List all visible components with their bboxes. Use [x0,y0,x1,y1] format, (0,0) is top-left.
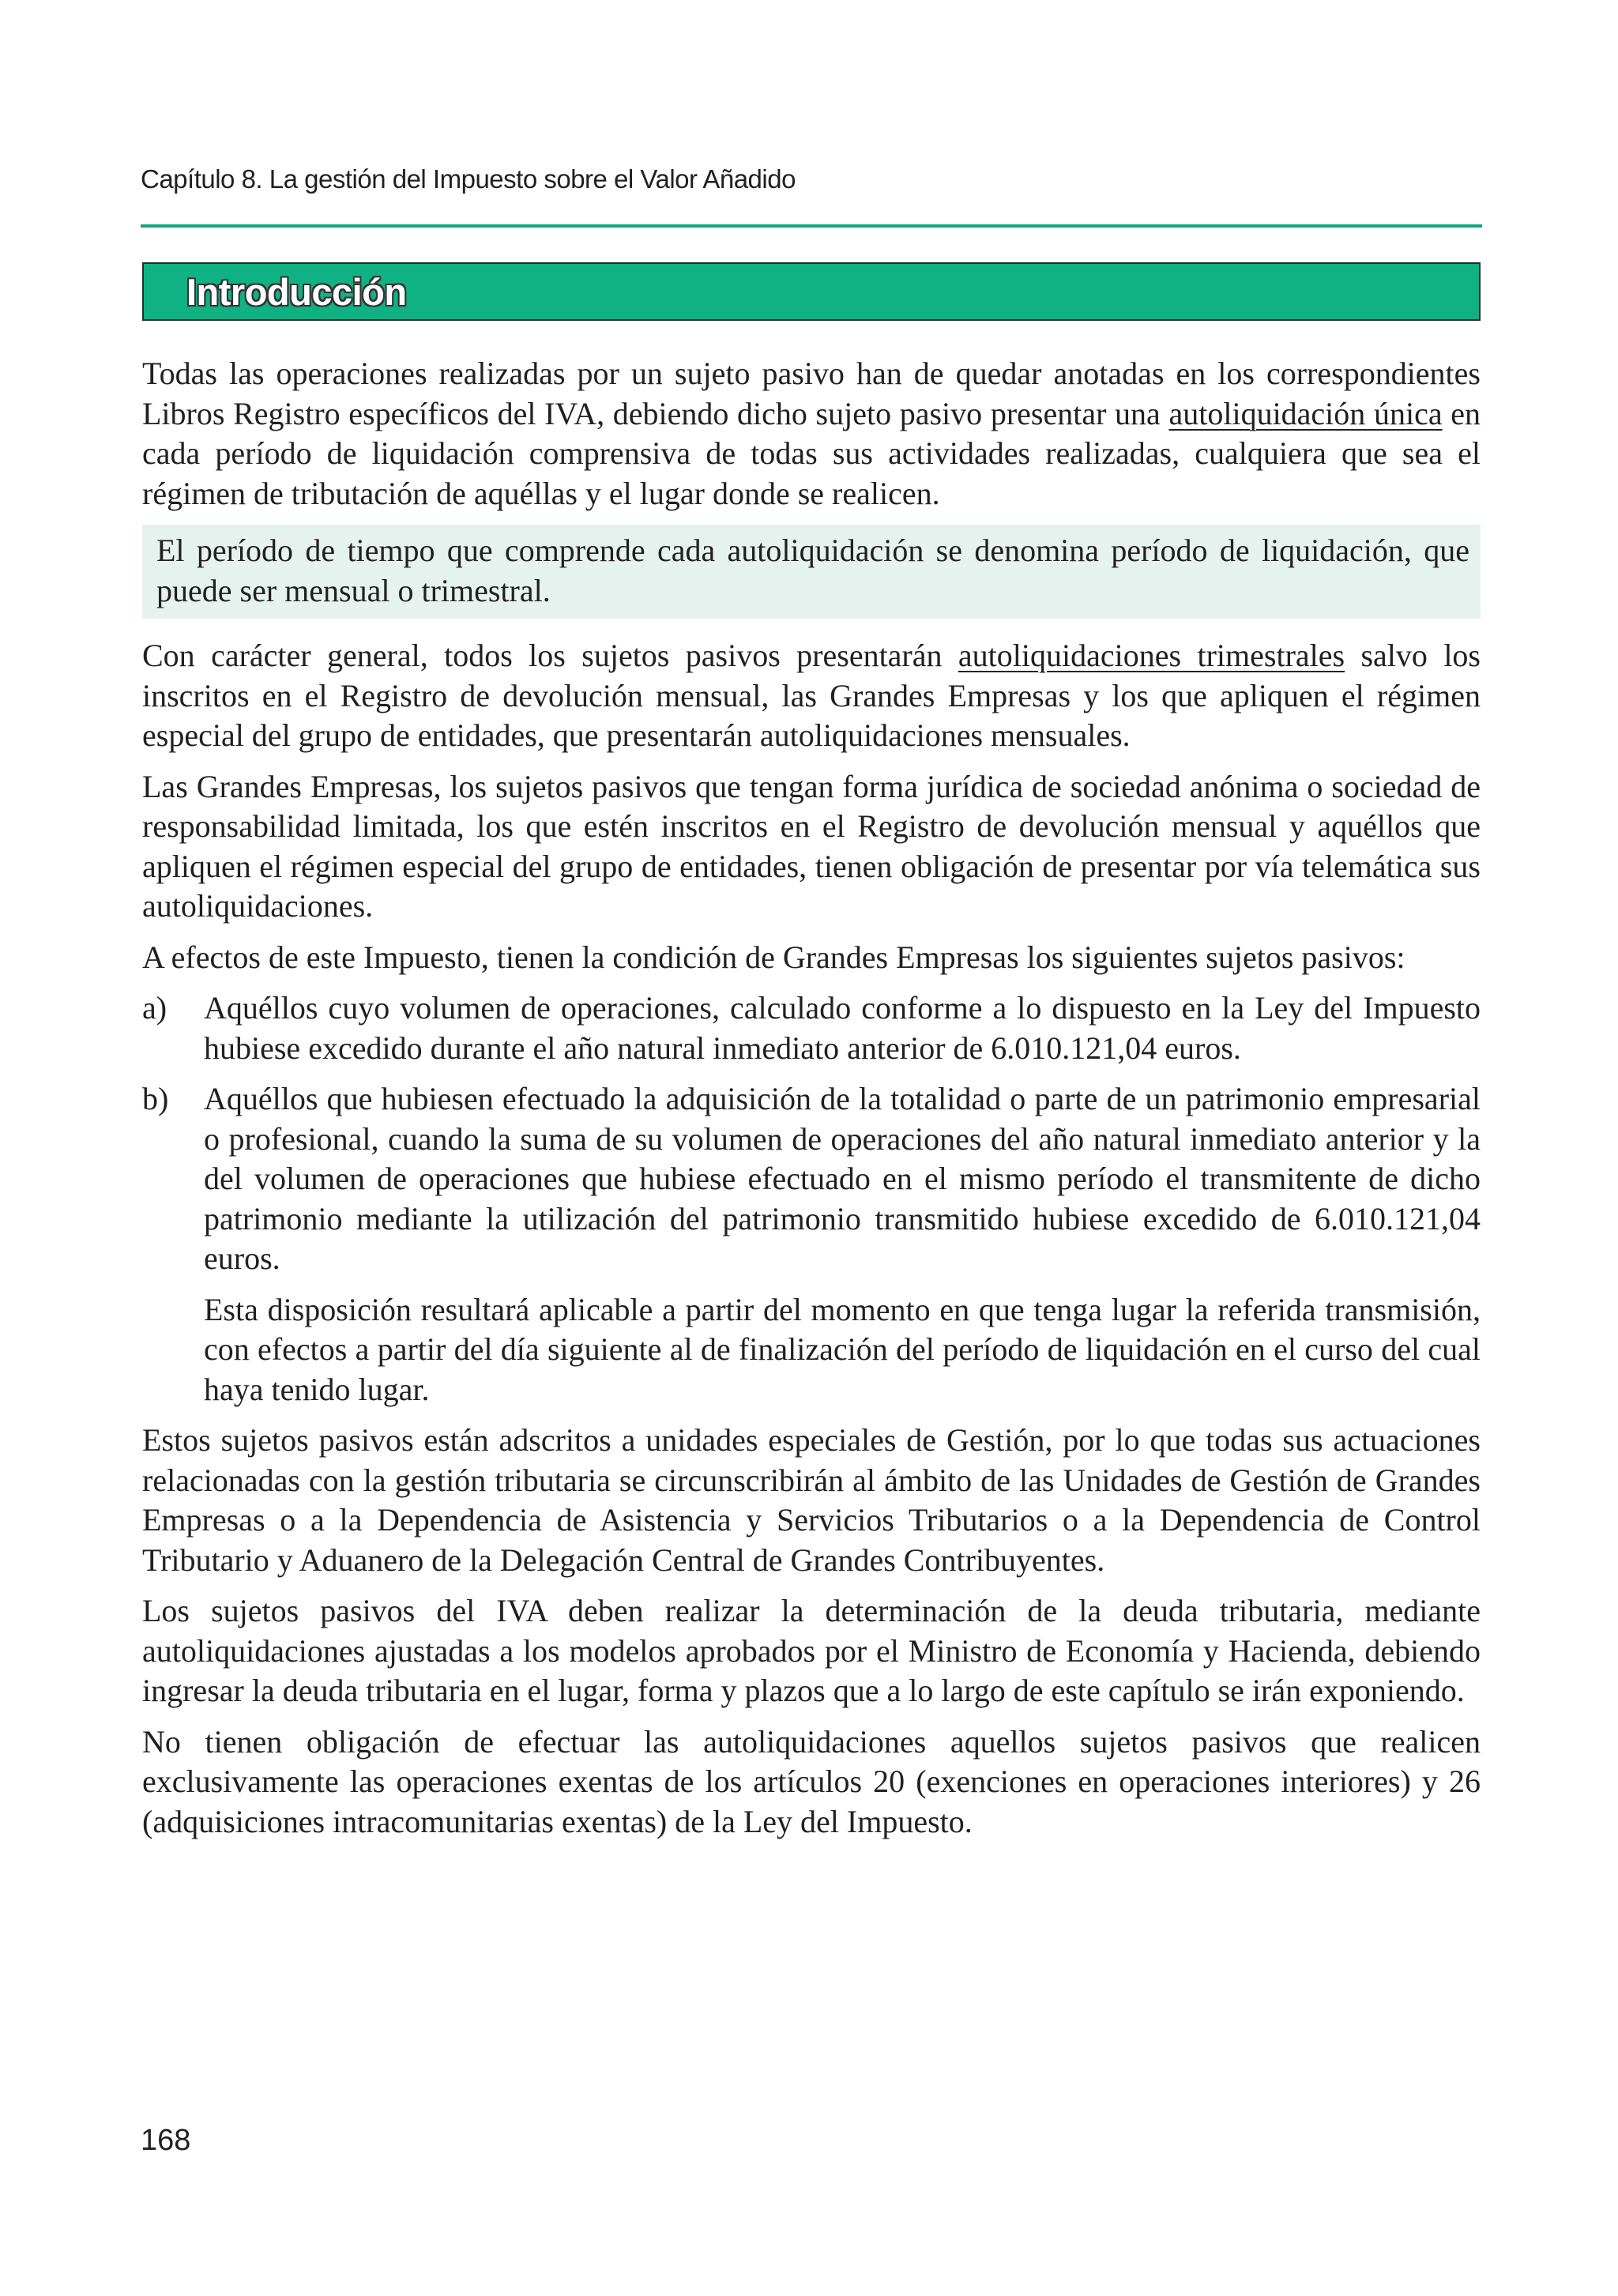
list-item-a [142,988,1481,1068]
paragraph-2 [142,636,1481,756]
paragraph-3: Las Grandes Empresas, los sujetos pasivos que tengan forma jurídica de sociedad anónima o sociedad de responsabilidad limitada, los que estén inscritos en el Registro de devolución mensual y aquéllos que apliquen el régimen especial del grupo de entidades, tienen obligación de presentar por vía telemática sus autoliquidaciones. [142,768,1481,924]
list-item-text: Aquéllos que hubiesen efectuado la adquisición de la totalidad o parte de un patrimonio empresarial o profesional, cuando la suma de su volumen de operaciones del año natural inmediato anterior y la del volumen de operaciones que hubiese efectuado en el mismo período el transmitente de dicho patrimonio mediante la utilización del patrimonio transmitido hubiese excedido de 6.010.121,04 euros. [204,1081,1481,1276]
section-heading-bar [142,262,1481,321]
section-title: Introducción [186,271,407,313]
list-sub-paragraph: Esta disposición resultará aplicable a partir del momento en que tenga lugar la referida transmisión, con efectos a partir del día siguiente al de finalización del período de liquidación en el curso del cual haya tenido lugar. [204,1291,1481,1407]
paragraph-2-end: salvo los inscritos en el Registro de devolución mensual, las Grandes Empresas y los que apliquen el régimen especial del grupo de entidades, que presentarán autoliquidaciones mensuales. [142,638,1481,753]
paragraph-6: Los sujetos pasivos del IVA deben realizar la determinación de la deuda tributaria, mediante autoliquidaciones ajustadas a los modelos aprobados por el Ministro de Economía y Hacienda, debiendo ingresar la deuda tributaria en el lugar, forma y plazos que a lo largo de este capítulo se irán exponiendo. [142,1593,1481,1708]
paragraph-1-end: en cada período de liquidación comprensiva de todas sus actividades realizadas, cualquiera que sea el régimen de tributación de aquéllas y el lugar donde se realicen. [142,395,1481,511]
header-rule [141,224,1482,228]
paragraph-1-start: Todas las operaciones realizadas por un sujeto pasivo han de quedar anotadas en los correspondientes Libros Registro específicos del IVA, debiendo dicho sujeto pasivo presentar una [142,356,1481,431]
underlined-term-autoliquidacion-unica: autoliquidación única [1168,395,1443,431]
list-item-text: Aquéllos cuyo volumen de operaciones, calculado conforme a lo dispuesto en la Ley del Impuesto hubiese excedido durante el año natural inmediato anterior de 6.010.121,04 euros. [204,990,1481,1066]
paragraph-2-start: Con carácter general, todos los sujetos pasivos presentarán [142,638,958,673]
body-text [142,354,1481,1853]
paragraph-7: No tienen obligación de efectuar las autoliquidaciones aquellos sujetos pasivos que realicen exclusivamente las operaciones exentas de los artículos 20 (exenciones en operaciones interiores) y 26 (adquisiciones intracomunitarias exentas) de la Ley del Impuesto. [142,1723,1481,1839]
paragraph-1 [142,354,1481,514]
paragraph-5: Estos sujetos pasivos están adscritos a unidades especiales de Gestión, por lo que todas sus actuaciones relacionadas con la gestión tributaria se circunscribirán al ámbito de las Unidades de Gestión de Grandes Empresas o a la Dependencia de Asistencia y Servicios Tributarios o a la Dependencia de Control Tributario y Aduanero de la Delegación Central de Grandes Contribuyentes. [142,1422,1481,1578]
page-number: 168 [141,2124,191,2157]
paragraph-4: A efectos de este Impuesto, tienen la condición de Grandes Empresas los siguientes sujetos pasivos: [142,939,1405,975]
highlighted-definition: El período de tiempo que comprende cada autoliquidación se denomina período de liquidación, que puede ser mensual o trimestral. [142,525,1481,619]
running-header: Capítulo 8. La gestión del Impuesto sobre el Valor Añadido [141,164,796,194]
list-marker: b) [142,1081,169,1116]
list-item-b [142,1079,1481,1279]
list-marker: a) [142,990,167,1026]
underlined-term-autoliquidaciones-trimestrales: autoliquidaciones trimestrales [958,638,1345,673]
